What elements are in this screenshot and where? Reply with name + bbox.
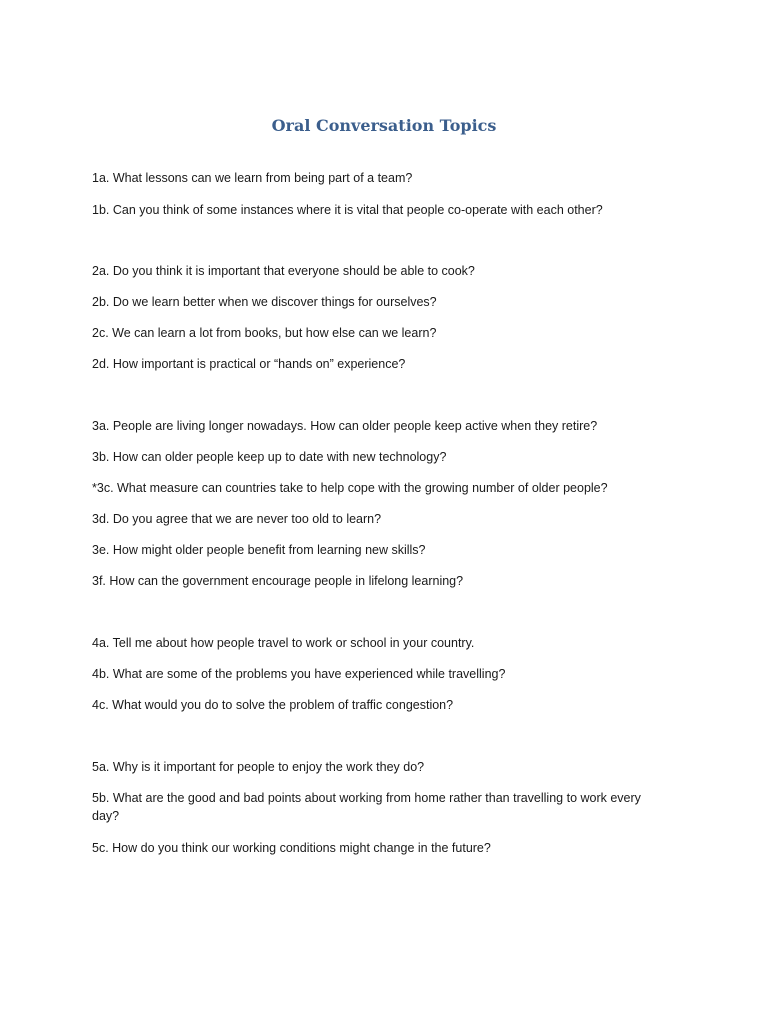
page-title: Oral Conversation Topics xyxy=(271,116,497,135)
question-2b: 2b. Do we learn better when we discover things for ourselves? xyxy=(92,295,437,309)
question-3a: 3a. People are living longer nowadays. How can older people keep active when they retire? xyxy=(92,419,598,433)
question-1b: 1b. Can you think of some instances where it is vital that people co-operate with each other? xyxy=(92,203,603,217)
question-4b: 4b. What are some of the problems you have experienced while travelling? xyxy=(92,667,506,681)
question-5a: 5a. Why is it important for people to enjoy the work they do? xyxy=(92,760,425,774)
question-3d: 3d. Do you agree that we are never too old to learn? xyxy=(92,512,382,526)
question-5c: 5c. How do you think our working conditions might change in the future? xyxy=(92,841,491,855)
question-3f: 3f. How can the government encourage people in lifelong learning? xyxy=(92,574,464,588)
question-4c: 4c. What would you do to solve the problem of traffic congestion? xyxy=(92,698,454,712)
question-3e: 3e. How might older people benefit from learning new skills? xyxy=(92,543,426,557)
question-1a: 1a. What lessons can we learn from being part of a team? xyxy=(92,171,413,185)
question-2d: 2d. How important is practical or “hands on” experience? xyxy=(92,357,406,371)
question-4a: 4a. Tell me about how people travel to work or school in your country. xyxy=(92,636,475,650)
question-3b: 3b. How can older people keep up to date with new technology? xyxy=(92,450,447,464)
question-2a: 2a. Do you think it is important that everyone should be able to cook? xyxy=(92,264,475,278)
question-3c: *3c. What measure can countries take to help cope with the growing number of older people? xyxy=(92,481,608,495)
question-5b: 5b. What are the good and bad points about working from home rather than travelling to work every day? xyxy=(92,791,641,823)
question-2c: 2c. We can learn a lot from books, but how else can we learn? xyxy=(92,326,437,340)
